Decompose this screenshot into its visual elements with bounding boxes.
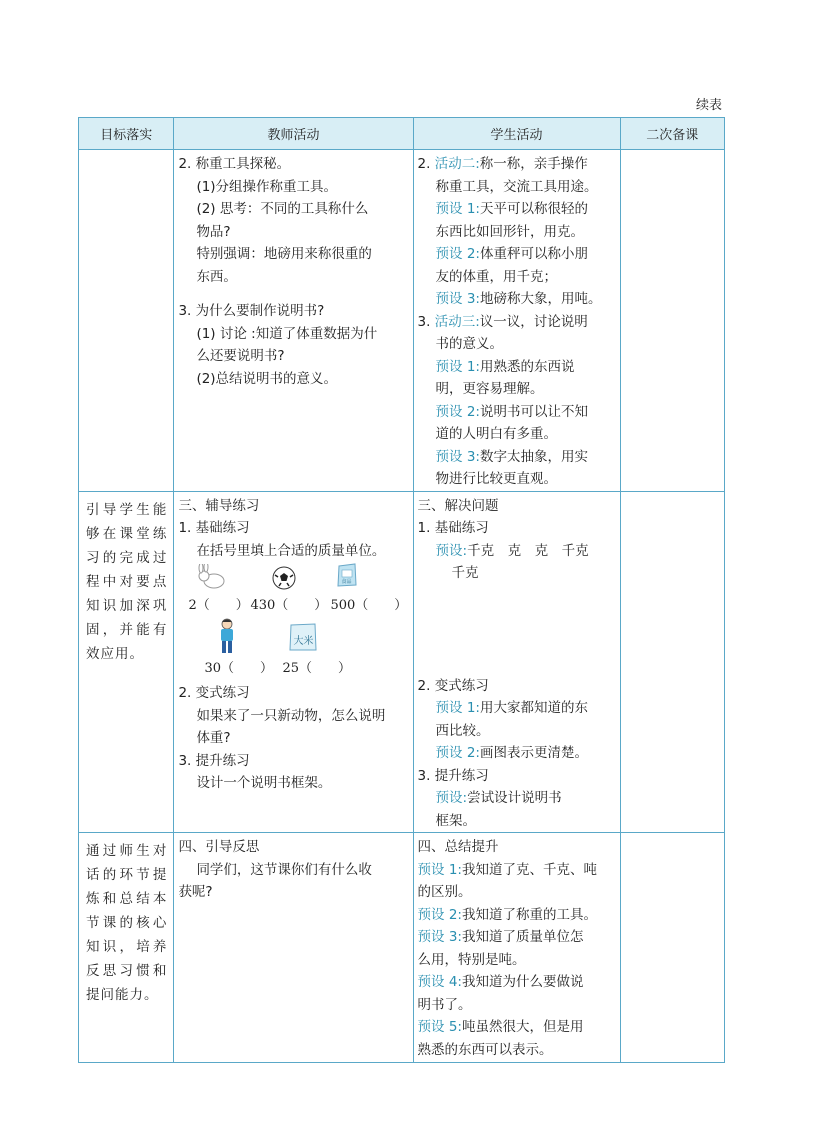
text-line: 议一议，讨论说明 <box>479 313 588 330</box>
text-line: (2) 思考：不同的工具称什么 <box>196 201 369 217</box>
text-line: 西比较。 <box>435 722 490 739</box>
text-line: 么还要说明书? <box>196 348 285 364</box>
text-line: 框架。 <box>435 812 477 829</box>
text-line: 2. 称重工具探秘。 <box>178 156 291 172</box>
text-line: 吨虽然很大，但是用 <box>461 1019 584 1035</box>
section-heading: 三、辅导练习 <box>178 497 260 514</box>
blank-4: 30（ ） <box>204 661 273 676</box>
blank-2: 430（ ） <box>250 598 328 613</box>
text-line: 物进行比较更直观。 <box>435 471 558 487</box>
rabbit-icon <box>194 564 228 590</box>
text-line: 2. 变式练习 <box>178 685 250 701</box>
preset-tag: 预设 2: <box>435 246 480 262</box>
table-row <box>79 491 725 833</box>
text-line: 体重? <box>196 730 231 746</box>
preset-tag: 预设 3: <box>417 929 462 945</box>
text-line: 画图表示更清楚。 <box>479 745 588 761</box>
exercise-illustration <box>188 562 408 682</box>
goal-cell <box>79 150 174 492</box>
section-heading: 四、引导反思 <box>178 839 260 855</box>
preset-tag: 预设 1: <box>435 201 480 217</box>
text-line: 设计一个说明书框架。 <box>196 775 332 791</box>
blank-3: 500（ ） <box>330 598 408 613</box>
table-row <box>79 150 725 492</box>
text-line: 3. 提升练习 <box>417 767 489 784</box>
preset-tag: 预设 2: <box>435 403 480 420</box>
activity-tag: 活动三: <box>434 313 480 330</box>
text-line: 明，更容易理解。 <box>435 381 544 397</box>
teacher-cell <box>174 833 413 1063</box>
lesson-plan-table <box>78 117 725 1063</box>
item-number: 3. <box>417 313 431 330</box>
text-line: 千克 <box>451 565 479 581</box>
text-line: 1. 基础练习 <box>178 520 250 536</box>
text-line: 熟悉的东西可以表示。 <box>417 1041 553 1058</box>
text-line: 么用，特别是吨。 <box>417 951 526 968</box>
text-line: 的区别。 <box>417 884 472 900</box>
football-icon <box>272 566 296 590</box>
food-label: 食品 <box>341 579 352 585</box>
section-heading: 四、总结提升 <box>417 839 499 855</box>
text-line: 如果来了一只新动物，怎么说明 <box>196 707 386 724</box>
text-line: 体重秤可以称小朋 <box>479 246 588 262</box>
text-line: (2)总结说明书的意义。 <box>196 370 338 387</box>
header-goal: 目标落实 <box>79 118 174 150</box>
text-line: 获呢? <box>178 884 213 900</box>
preset-tag: 预设 1: <box>435 700 480 716</box>
text-line: 千克 克 克 千克 <box>467 542 589 559</box>
text-line: 3. 为什么要制作说明书? <box>178 303 325 319</box>
second-prep-cell <box>620 150 725 492</box>
text-line: (1)分组操作称重工具。 <box>196 178 338 195</box>
preset-tag: 预设 1: <box>435 358 480 375</box>
text-line: 数字太抽象，用实 <box>479 448 588 465</box>
second-prep-cell <box>620 491 725 833</box>
preset-tag: 预设 3: <box>435 291 480 307</box>
text-line: 3. 提升练习 <box>178 752 250 769</box>
student-cell <box>413 150 620 492</box>
blank-5: 25（ ） <box>282 661 351 676</box>
preset-tag: 预设: <box>435 542 468 559</box>
text-line: 称一称，亲手操作 <box>479 156 588 172</box>
continued-label: 续表 <box>696 98 723 113</box>
boy-icon <box>218 618 236 656</box>
preset-tag: 预设 1: <box>417 861 462 878</box>
text-line: 物品? <box>196 223 231 240</box>
second-prep-cell <box>620 833 725 1063</box>
text-line: 我知道了克、千克、吨 <box>461 861 597 878</box>
header-student: 学生活动 <box>413 118 620 150</box>
section-heading: 三、解决问题 <box>417 497 499 514</box>
student-cell <box>413 491 620 833</box>
student-cell <box>413 833 620 1063</box>
rice-label: 大米 <box>293 636 314 647</box>
text-line: 1. 基础练习 <box>417 520 489 536</box>
text-line: (1) 讨论 :知道了体重数据为什 <box>196 325 378 342</box>
teacher-cell <box>174 150 413 492</box>
text-line: 称重工具，交流工具用途。 <box>435 178 598 195</box>
item-number: 2. <box>417 156 431 172</box>
goal-cell: 通过师生对话的环节提炼和总结本节课的核心知识，培养反思习惯和提问能力。 <box>79 833 174 1063</box>
header-teacher: 教师活动 <box>174 118 413 150</box>
preset-tag: 预设 2: <box>435 745 480 761</box>
header-second-prep: 二次备课 <box>620 118 725 150</box>
text-line: 我知道了称重的工具。 <box>461 906 597 923</box>
blank-1: 2（ ） <box>188 598 249 613</box>
text-line: 特别强调：地磅用来称很重的 <box>196 246 372 262</box>
text-line: 书的意义。 <box>435 336 504 352</box>
preset-tag: 预设: <box>435 790 468 806</box>
teacher-cell <box>174 491 413 833</box>
preset-tag: 预设 2: <box>417 906 462 923</box>
text-line: 在括号里填上合适的质量单位。 <box>196 542 386 559</box>
text-line: 2. 变式练习 <box>417 677 489 694</box>
preset-tag: 预设 3: <box>435 448 480 465</box>
activity-tag: 活动二: <box>434 156 480 172</box>
preset-tag: 预设 4: <box>417 974 462 990</box>
text-line: 东西。 <box>196 268 237 285</box>
preset-tag: 预设 5: <box>417 1019 462 1035</box>
text-line: 我知道为什么要做说 <box>461 974 584 990</box>
text-line: 东西比如回形针，用克。 <box>435 223 585 240</box>
table-header-row <box>79 118 725 150</box>
table-row <box>79 833 725 1063</box>
text-line: 天平可以称很轻的 <box>479 201 588 217</box>
text-line: 尝试设计说明书 <box>467 790 562 806</box>
text-line: 用大家都知道的东 <box>479 700 588 716</box>
text-line: 地磅称大象，用吨。 <box>479 291 602 307</box>
text-line: 友的体重，用千克； <box>435 268 558 285</box>
text-line: 说明书可以让不知 <box>479 403 588 420</box>
text-line: 道的人明白有多重。 <box>435 426 558 442</box>
text-line: 我知道了质量单位怎 <box>461 929 584 945</box>
text-line: 同学们，这节课你们有什么收 <box>196 861 372 878</box>
text-line: 用熟悉的东西说 <box>479 358 575 375</box>
goal-cell: 引导学生能够在课堂练习的完成过程中对要点知识加深巩固，并能有效应用。 <box>79 491 174 833</box>
text-line: 明书了。 <box>417 996 472 1013</box>
